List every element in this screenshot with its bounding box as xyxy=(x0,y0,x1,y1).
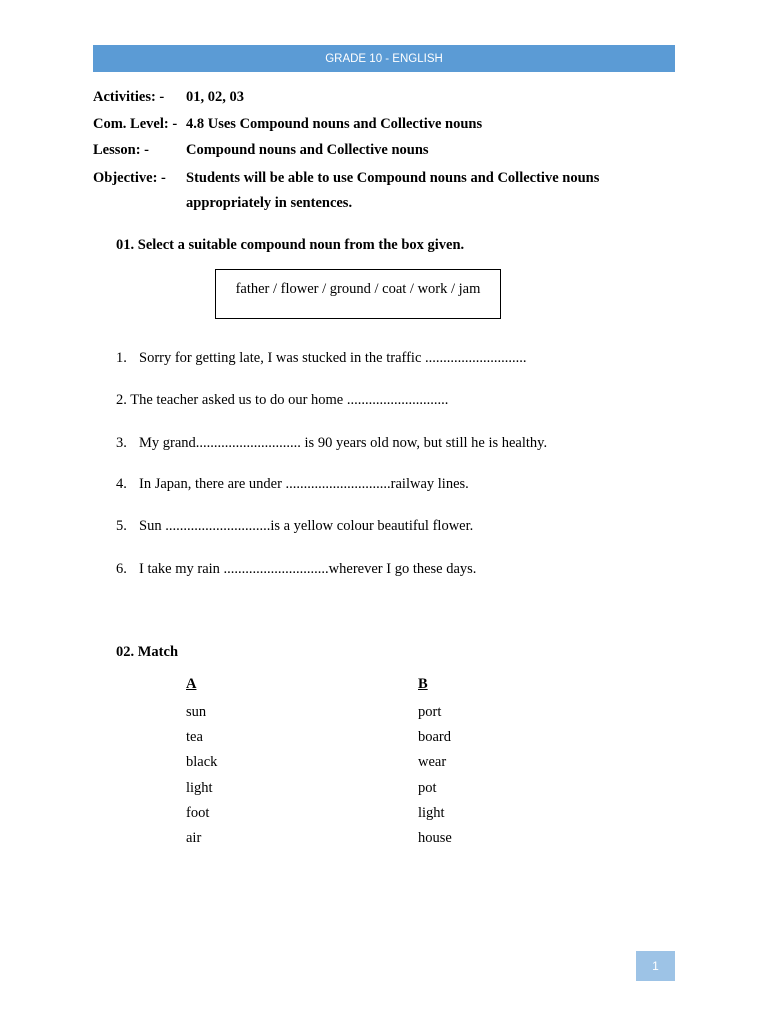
word-box xyxy=(215,269,501,319)
column-b-heading: B xyxy=(418,676,428,692)
list-item: light xyxy=(418,805,445,821)
list-item: house xyxy=(418,830,452,846)
question-text: I take my rain .............................wherever I go these days. xyxy=(139,561,477,577)
question-text: Sorry for getting late, I was stucked in the traffic ............................ xyxy=(139,350,527,366)
list-item: air xyxy=(186,830,202,846)
com-level-value: 4.8 Uses Compound nouns and Collective nouns xyxy=(186,116,483,132)
com-level-label: Com. Level: - xyxy=(93,116,178,132)
section-1-heading: 01. Select a suitable compound noun from the box given. xyxy=(116,237,465,253)
activities-label: Activities: - xyxy=(93,89,165,105)
list-item: board xyxy=(418,729,452,745)
activities-value: 01, 02, 03 xyxy=(186,89,244,105)
section-2-heading: 02. Match xyxy=(116,644,179,660)
column-a-heading: A xyxy=(186,676,197,692)
question-text: In Japan, there are under .............................railway lines. xyxy=(139,476,469,492)
lesson-label: Lesson: - xyxy=(93,142,149,158)
list-item: wear xyxy=(418,754,447,770)
list-item: sun xyxy=(186,704,207,720)
page-number-box xyxy=(636,951,675,981)
question-number: 4. xyxy=(116,476,127,492)
objective-line-1: Students will be able to use Compound nouns and Collective nouns xyxy=(186,170,600,186)
question-number: 5. xyxy=(116,518,127,534)
question-text: My grand............................. is 90 years old now, but still he is healthy. xyxy=(139,435,548,451)
page-number: 1 xyxy=(652,959,659,973)
list-item: pot xyxy=(418,780,437,796)
question-number: 1. xyxy=(116,350,127,366)
question-text: Sun .............................is a yellow colour beautiful flower. xyxy=(139,518,474,534)
lesson-value: Compound nouns and Collective nouns xyxy=(186,142,429,158)
list-item: foot xyxy=(186,805,210,821)
list-item: black xyxy=(186,754,218,770)
question-number: 6. xyxy=(116,561,127,577)
objective-label: Objective: - xyxy=(93,170,166,186)
document-title: GRADE 10 - ENGLISH xyxy=(325,53,443,65)
objective-line-2: appropriately in sentences. xyxy=(186,195,353,211)
list-item: light xyxy=(186,780,213,796)
question-number: 3. xyxy=(116,435,127,451)
word-box-text: father / flower / ground / coat / work / jam xyxy=(235,281,481,297)
question-text: 2. The teacher asked us to do our home ............................ xyxy=(116,392,449,408)
list-item: port xyxy=(418,704,442,720)
list-item: tea xyxy=(186,729,203,745)
header-bar xyxy=(93,45,675,72)
